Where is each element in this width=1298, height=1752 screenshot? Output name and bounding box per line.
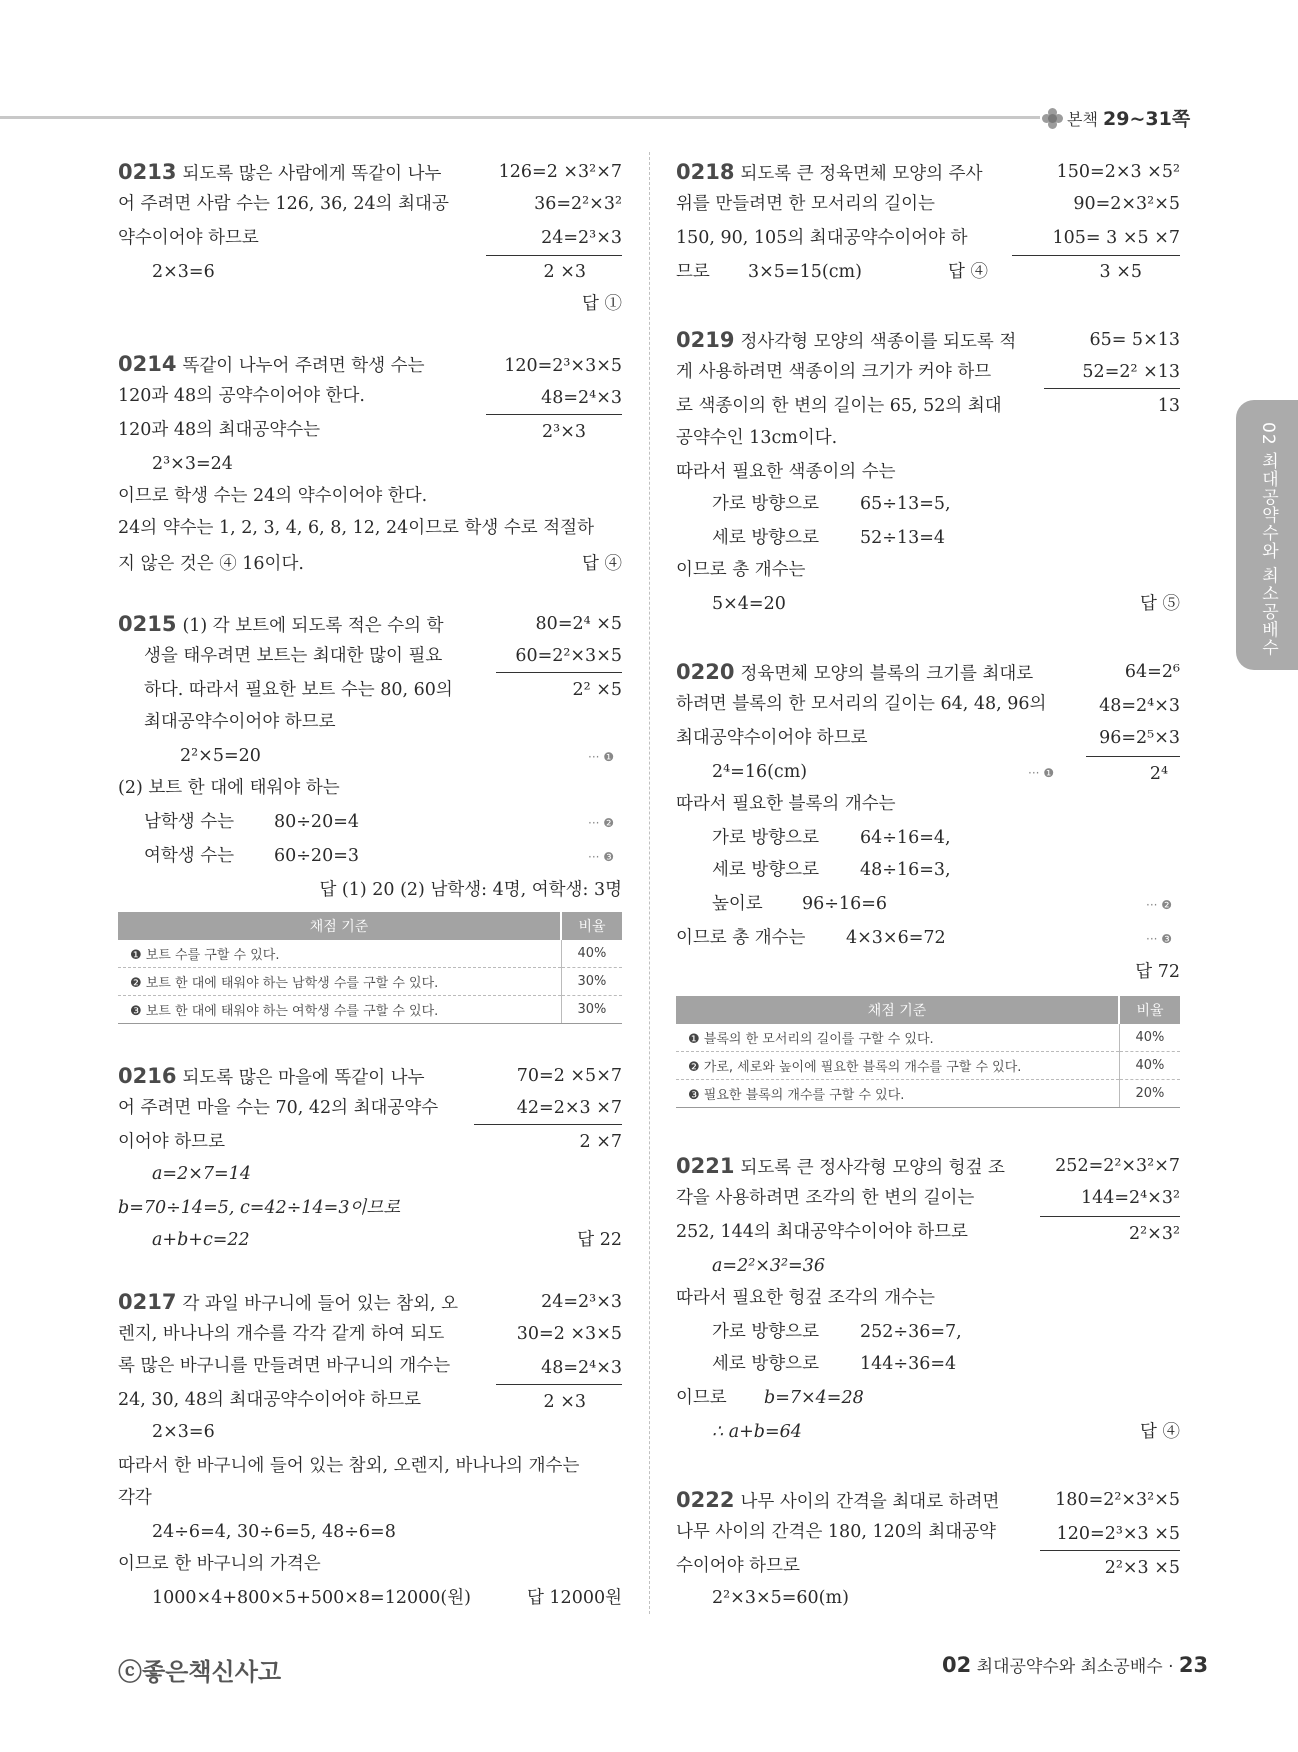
text-line: 5×4=20 bbox=[712, 594, 786, 614]
problem-0220 bbox=[676, 662, 1033, 684]
page-reference bbox=[1042, 104, 1190, 131]
step-marker: ··· ❷ bbox=[588, 816, 615, 830]
calc-line: 24=2³×3 bbox=[541, 1292, 622, 1312]
table-row bbox=[676, 1080, 1180, 1108]
text-line: 따라서 필요한 블록의 개수는 bbox=[676, 794, 896, 814]
problem-number: 0215 bbox=[118, 612, 177, 636]
criteria-cell: ❶ 보트 수를 구할 수 있다. bbox=[118, 940, 561, 968]
calc-line: 24=2³×3 bbox=[541, 228, 622, 248]
text-line: 최대공약수이어야 하므로 bbox=[144, 712, 336, 732]
text-line: 24÷6=4, 30÷6=5, 48÷6=8 bbox=[152, 1522, 396, 1542]
problem-0217 bbox=[118, 1292, 458, 1314]
problem-0222 bbox=[676, 1490, 999, 1512]
text-line: 세로 방향으로 bbox=[712, 1354, 819, 1374]
text-line: 되도록 많은 사람에게 똑같이 나누 bbox=[182, 164, 442, 184]
text-line: a=2²×3²=36 bbox=[712, 1256, 825, 1276]
text-line: 똑같이 나누어 주려면 학생 수는 bbox=[182, 356, 425, 376]
calc-line: 60=2²×3×5 bbox=[515, 646, 622, 666]
problem-0213 bbox=[118, 162, 441, 184]
text-line: 남학생 수는 bbox=[144, 812, 235, 832]
text-line: 2×3=6 bbox=[152, 262, 215, 282]
criteria-header: 채점 기준 bbox=[676, 996, 1119, 1024]
calc-line: 70=2 ×5×7 bbox=[516, 1066, 622, 1086]
calc-line: 52=2² ×13 bbox=[1082, 362, 1180, 382]
text-line: 록 많은 바구니를 만들려면 바구니의 개수는 bbox=[118, 1356, 451, 1376]
text-line: 4×3×6=72 bbox=[846, 928, 946, 948]
text-line: 60÷20=3 bbox=[274, 846, 359, 866]
text-line: ∴ a+b=64 bbox=[712, 1422, 802, 1442]
calc-line: 120=2³×3 ×5 bbox=[1056, 1524, 1180, 1544]
text-line: 므로 bbox=[676, 262, 710, 282]
calc-underline bbox=[496, 672, 622, 673]
calc-line: 144=2⁴×3² bbox=[1080, 1188, 1180, 1208]
text-line: 어 주려면 사람 수는 126, 36, 24의 최대공 bbox=[118, 194, 449, 214]
problem-0216 bbox=[118, 1066, 424, 1088]
problem-number: 0221 bbox=[676, 1154, 735, 1178]
criteria-cell: ❸ 보트 한 대에 태워야 하는 여학생 수를 구할 수 있다. bbox=[118, 996, 561, 1024]
calc-result: 2 ×3 bbox=[543, 1392, 586, 1412]
text-line: 공약수인 13cm이다. bbox=[676, 428, 838, 448]
text-line: 정사각형 모양의 색종이를 되도록 적 bbox=[740, 332, 1017, 352]
text-line: a=2×7=14 bbox=[152, 1164, 251, 1184]
ratio-cell: 30% bbox=[561, 996, 622, 1024]
text-line: 되도록 큰 정육면체 모양의 주사 bbox=[740, 164, 983, 184]
text-line: 최대공약수이어야 하므로 bbox=[676, 728, 868, 748]
text-line: 24의 약수는 1, 2, 3, 4, 6, 8, 12, 24이므로 학생 수로 적절하 bbox=[118, 518, 594, 538]
calc-underline bbox=[1012, 255, 1180, 256]
text-line: 수이어야 하므로 bbox=[676, 1556, 800, 1576]
text-line: 각을 사용하려면 조각의 한 변의 길이는 bbox=[676, 1188, 975, 1208]
text-line: 되도록 많은 마을에 똑같이 나누 bbox=[182, 1068, 425, 1088]
problem-0219 bbox=[676, 330, 1016, 352]
ratio-cell: 30% bbox=[561, 968, 622, 996]
criteria-cell: ❸ 필요한 블록의 개수를 구할 수 있다. bbox=[676, 1080, 1119, 1108]
calc-line: 42=2×3 ×7 bbox=[516, 1098, 622, 1118]
calc-underline bbox=[496, 1384, 622, 1385]
text-line: 로 색종이의 한 변의 길이는 65, 52의 최대 bbox=[676, 396, 1002, 416]
table-row bbox=[676, 1024, 1180, 1052]
answer: 답 (1) 20 (2) 남학생: 4명, 여학생: 3명 bbox=[319, 880, 622, 900]
text-line: 각 과일 바구니에 들어 있는 참외, 오 bbox=[182, 1294, 459, 1314]
grading-table-0215 bbox=[118, 912, 622, 1024]
text-line: 이므로 총 개수는 bbox=[676, 928, 806, 948]
text-line: 따라서 한 바구니에 들어 있는 참외, 오렌지, 바나나의 개수는 bbox=[118, 1456, 580, 1476]
flower-icon bbox=[1042, 108, 1064, 130]
text-line: 2×3=6 bbox=[152, 1422, 215, 1442]
calc-underline bbox=[1040, 1216, 1180, 1217]
step-marker: ··· ❶ bbox=[1028, 766, 1055, 780]
calc-underline bbox=[1086, 756, 1180, 757]
text-line: 약수이어야 하므로 bbox=[118, 228, 259, 248]
calc-underline bbox=[1040, 1550, 1180, 1551]
problem-number: 0214 bbox=[118, 352, 177, 376]
calc-line: 36=2²×3² bbox=[534, 194, 622, 214]
ratio-cell: 20% bbox=[1119, 1080, 1180, 1108]
answer: 답 ④ bbox=[582, 554, 622, 574]
text-line: 64÷16=4, bbox=[860, 828, 951, 848]
text-line: 144÷36=4 bbox=[860, 1354, 957, 1374]
text-line: 80÷20=4 bbox=[274, 812, 359, 832]
text-line: 세로 방향으로 bbox=[712, 528, 819, 548]
criteria-cell: ❶ 블록의 한 모서리의 길이를 구할 수 있다. bbox=[676, 1024, 1119, 1052]
text-line: 여학생 수는 bbox=[144, 846, 235, 866]
text-line: 이어야 하므로 bbox=[118, 1132, 225, 1152]
text-line: 52÷13=4 bbox=[860, 528, 945, 548]
text-line: 각각 bbox=[118, 1488, 152, 1508]
text-line: 이므로 학생 수는 24의 약수이어야 한다. bbox=[118, 486, 428, 506]
problem-number: 0217 bbox=[118, 1290, 177, 1314]
calc-line: 65= 5×13 bbox=[1089, 330, 1180, 350]
calc-line: 64=2⁶ bbox=[1124, 662, 1180, 682]
text-line: 어 주려면 마을 수는 70, 42의 최대공약수 bbox=[118, 1098, 439, 1118]
text-line: 150, 90, 105의 최대공약수이어야 하 bbox=[676, 228, 968, 248]
answer: 답 ⑤ bbox=[1140, 594, 1180, 614]
answer: 답 72 bbox=[1135, 962, 1180, 982]
calc-underline bbox=[474, 1124, 622, 1125]
calc-underline bbox=[1044, 388, 1180, 389]
text-line: 따라서 필요한 색종이의 수는 bbox=[676, 462, 896, 482]
calc-underline bbox=[486, 255, 622, 256]
text-line: 되도록 큰 정사각형 모양의 헝겊 조 bbox=[740, 1158, 1005, 1178]
calc-line: 252=2²×3²×7 bbox=[1055, 1156, 1180, 1176]
calc-result: 2²×3 ×5 bbox=[1104, 1558, 1180, 1578]
calc-result: 2⁴ bbox=[1149, 764, 1168, 784]
text-line: (1) 각 보트에 되도록 적은 수의 학 bbox=[182, 616, 444, 636]
answer: 답 ① bbox=[582, 294, 622, 314]
ref-pages: 29~31쪽 bbox=[1103, 108, 1191, 130]
calc-line: 96=2⁵×3 bbox=[1099, 728, 1180, 748]
text-line: 가로 방향으로 bbox=[712, 828, 819, 848]
page-number: 23 bbox=[1178, 1653, 1209, 1677]
text-line: 24, 30, 48의 최대공약수이어야 하므로 bbox=[118, 1390, 422, 1410]
text-line: 높이로 bbox=[712, 894, 763, 914]
text-line: 정육면체 모양의 블록의 크기를 최대로 bbox=[740, 664, 1034, 684]
text-line: a+b+c=22 bbox=[152, 1230, 250, 1250]
problem-0215 bbox=[118, 614, 443, 636]
text-line: 가로 방향으로 bbox=[712, 1322, 819, 1342]
calc-result: 2 ×7 bbox=[579, 1132, 622, 1152]
text-line: 렌지, 바나나의 개수를 각각 같게 하여 되도 bbox=[118, 1324, 445, 1344]
chapter-number: 02 bbox=[942, 1653, 972, 1677]
text-line: 120과 48의 공약수이어야 한다. bbox=[118, 386, 365, 406]
criteria-cell: ❷ 가로, 세로와 높이에 필요한 블록의 개수를 구할 수 있다. bbox=[676, 1052, 1119, 1080]
text-line: 나무 사이의 간격을 최대로 하려면 bbox=[740, 1492, 1000, 1512]
text-line: 위를 만들려면 한 모서리의 길이는 bbox=[676, 194, 935, 214]
text-line: 이므로 총 개수는 bbox=[676, 560, 806, 580]
table-row bbox=[118, 968, 622, 996]
side-tab-label: 02 최대공약수와 최소공배수 bbox=[1258, 422, 1278, 657]
calc-line: 120=2³×3×5 bbox=[504, 356, 622, 376]
text-line: 1000×4+800×5+500×8=12000(원) bbox=[152, 1588, 471, 1608]
answer: 답 12000원 bbox=[526, 1588, 622, 1608]
calc-line: 48=2⁴×3 bbox=[541, 1358, 622, 1378]
criteria-cell: ❷ 보트 한 대에 태워야 하는 남학생 수를 구할 수 있다. bbox=[118, 968, 561, 996]
ref-label: 본책 bbox=[1067, 110, 1098, 129]
problem-number: 0218 bbox=[676, 160, 735, 184]
text-line: b=7×4=28 bbox=[764, 1388, 864, 1408]
header-rule bbox=[0, 116, 1040, 119]
text-line: 3×5=15(cm) bbox=[748, 262, 862, 282]
text-line: 252÷36=7, bbox=[860, 1322, 962, 1342]
text-line: 120과 48의 최대공약수는 bbox=[118, 420, 321, 440]
calc-line: 80=2⁴ ×5 bbox=[535, 614, 622, 634]
problem-0214 bbox=[118, 354, 424, 376]
text-line: 2⁴=16(cm) bbox=[712, 762, 808, 782]
text-line: 하려면 블록의 한 모서리의 길이는 64, 48, 96의 bbox=[676, 694, 1047, 714]
problem-number: 0213 bbox=[118, 160, 177, 184]
text-line: 게 사용하려면 색종이의 크기가 커야 하므 bbox=[676, 362, 992, 382]
ratio-cell: 40% bbox=[561, 940, 622, 968]
calc-line: 126=2 ×3²×7 bbox=[498, 162, 622, 182]
text-line: 세로 방향으로 bbox=[712, 860, 819, 880]
text-line: 2²×3×5=60(m) bbox=[712, 1588, 849, 1608]
calc-result: 2²×3² bbox=[1129, 1224, 1180, 1244]
problem-number: 0222 bbox=[676, 1488, 735, 1512]
chapter-side-tab bbox=[1236, 400, 1298, 670]
step-marker: ··· ❸ bbox=[1146, 932, 1173, 946]
text-line: 가로 방향으로 bbox=[712, 494, 819, 514]
criteria-header: 채점 기준 bbox=[118, 912, 561, 940]
text-line: 따라서 필요한 헝겊 조각의 개수는 bbox=[676, 1288, 935, 1308]
calc-line: 30=2 ×3×5 bbox=[516, 1324, 622, 1344]
text-line: 96÷16=6 bbox=[802, 894, 887, 914]
calc-line: 105= 3 ×5 ×7 bbox=[1052, 228, 1180, 248]
calc-underline bbox=[486, 414, 622, 415]
step-marker: ··· ❸ bbox=[588, 850, 615, 864]
column-divider bbox=[649, 152, 650, 1614]
calc-line: 48=2⁴×3 bbox=[541, 388, 622, 408]
text-line: 지 않은 것은 ④ 16이다. bbox=[118, 554, 304, 574]
text-line: 2²×5=20 bbox=[180, 746, 261, 766]
footer-chapter bbox=[942, 1652, 1208, 1677]
calc-line: 150=2×3 ×5² bbox=[1056, 162, 1180, 182]
text-line: 나무 사이의 간격은 180, 120의 최대공약 bbox=[676, 1522, 996, 1542]
answer: 답 22 bbox=[577, 1230, 622, 1250]
problem-0221 bbox=[676, 1156, 1005, 1178]
table-row bbox=[118, 996, 622, 1024]
text-line: 252, 144의 최대공약수이어야 하므로 bbox=[676, 1222, 968, 1242]
footer-dot: · bbox=[1168, 1657, 1174, 1677]
problem-number: 0220 bbox=[676, 660, 735, 684]
text-line: 생을 태우려면 보트는 최대한 많이 필요 bbox=[144, 646, 443, 666]
calc-result: 2³×3 bbox=[542, 422, 586, 442]
problem-number: 0216 bbox=[118, 1064, 177, 1088]
answer: 답 ④ bbox=[948, 262, 988, 282]
calc-result: 2 ×3 bbox=[543, 262, 586, 282]
text-line: (2) 보트 한 대에 태워야 하는 bbox=[118, 778, 340, 798]
publisher-logo: ⓒ좋은책신사고 bbox=[118, 1658, 282, 1686]
text-line: 65÷13=5, bbox=[860, 494, 951, 514]
grading-table-0220 bbox=[676, 996, 1180, 1108]
step-marker: ··· ❷ bbox=[1146, 898, 1173, 912]
calc-line: 48=2⁴×3 bbox=[1099, 696, 1180, 716]
problem-number: 0219 bbox=[676, 328, 735, 352]
calc-line: 90=2×3²×5 bbox=[1073, 194, 1180, 214]
table-row bbox=[676, 1052, 1180, 1080]
chapter-title: 최대공약수와 최소공배수 bbox=[976, 1657, 1163, 1677]
step-marker: ··· ❶ bbox=[588, 750, 615, 764]
calc-result: 3 ×5 bbox=[1099, 262, 1142, 282]
text-line: 이므로 한 바구니의 가격은 bbox=[118, 1554, 321, 1574]
ratio-header: 비율 bbox=[561, 912, 622, 940]
text-line: b=70÷14=5, c=42÷14=3이므로 bbox=[118, 1198, 401, 1218]
calc-result: 2² ×5 bbox=[572, 680, 622, 700]
text-line: 2³×3=24 bbox=[152, 454, 233, 474]
text-line: 48÷16=3, bbox=[860, 860, 951, 880]
text-line: 이므로 bbox=[676, 1388, 727, 1408]
answer: 답 ④ bbox=[1140, 1422, 1180, 1442]
ratio-cell: 40% bbox=[1119, 1052, 1180, 1080]
problem-0218 bbox=[676, 162, 982, 184]
text-line: 하다. 따라서 필요한 보트 수는 80, 60의 bbox=[144, 680, 453, 700]
calc-line: 180=2²×3²×5 bbox=[1055, 1490, 1180, 1510]
table-row bbox=[118, 940, 622, 968]
ratio-header: 비율 bbox=[1119, 996, 1180, 1024]
ratio-cell: 40% bbox=[1119, 1024, 1180, 1052]
calc-result: 13 bbox=[1157, 396, 1180, 416]
